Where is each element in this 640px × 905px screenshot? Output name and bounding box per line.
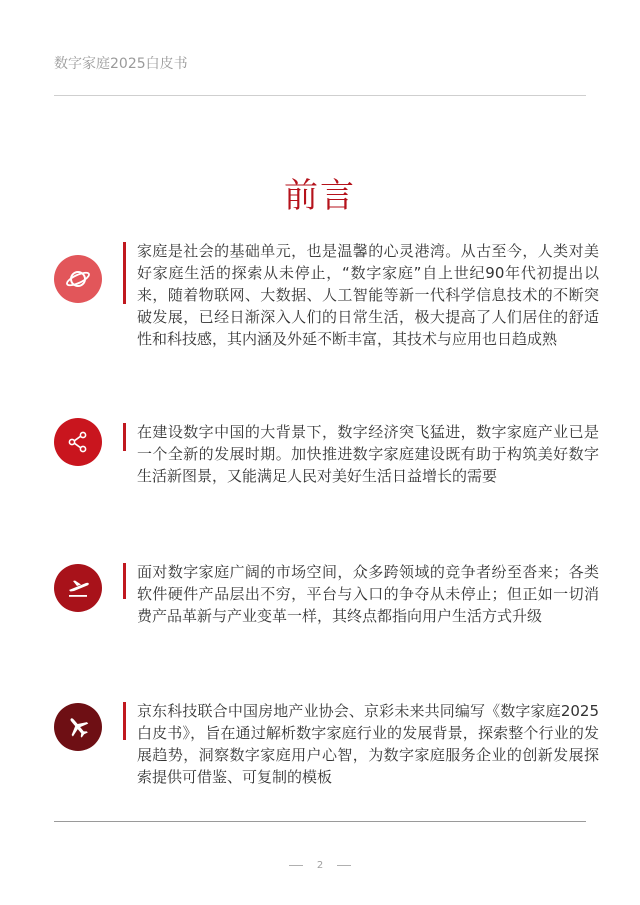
- preface-section-1: [54, 240, 600, 370]
- section-accent-bar: [123, 563, 126, 599]
- preface-paragraph: 面对数字家庭广阔的市场空间，众多跨领域的竞争者纷至沓来；各类软件硬件产品层出不穷，平台与入口的争夺从未停止；但正如一切消费产品革新与产业变革一样，其终点都指向用户生活方式升级: [137, 563, 599, 625]
- preface-section-4: [54, 700, 600, 790]
- header-divider: [54, 95, 586, 96]
- preface-paragraph: 家庭是社会的基础单元，也是温馨的心灵港湾。从古至今，人类对美好家庭生活的探索从未停止，“数字家庭”自上世纪90年代初提出以来，随着物联网、大数据、人工智能等新一代科学信息技术的不断突破发展，已经日渐深入人们的日常生活，极大提高了人们居住的舒适性和科技感，其内涵及外延不断丰富，其技术与应用也日趋成熟: [137, 242, 599, 348]
- section-accent-bar: [123, 702, 126, 740]
- page-title: 前言: [284, 176, 356, 216]
- page-footer: [0, 860, 640, 871]
- preface-paragraph: 在建设数字中国的大背景下，数字经济突飞猛进，数字家庭产业已是一个全新的发展时期。加快推进数字家庭建设既有助于构筑美好数字生活新图景，又能满足人民对美好生活日益增长的需要: [137, 423, 599, 485]
- footer-dash-right: [337, 865, 351, 866]
- preface-paragraph: 京东科技联合中国房地产业协会、京彩未来共同编写《数字家庭2025白皮书》，旨在通过解析数字家庭行业的发展背景，探索整个行业的发展趋势，洞察数字家庭用户心智，为数字家庭服务企业的创新发展探索提供可借鉴、可复制的模板: [137, 702, 599, 786]
- section-accent-bar: [123, 423, 126, 451]
- preface-section-3: [54, 561, 600, 641]
- airplane-icon: [54, 703, 102, 751]
- footer-divider: [54, 821, 586, 822]
- airplane-takeoff-icon: [54, 564, 102, 612]
- running-header-title: 数字家庭2025白皮书: [54, 56, 188, 72]
- preface-section-2: [54, 421, 600, 501]
- footer-dash-left: [289, 865, 303, 866]
- planet-icon: [54, 255, 102, 303]
- page-number: 2: [316, 860, 324, 871]
- share-icon: [54, 418, 102, 466]
- section-accent-bar: [123, 242, 126, 304]
